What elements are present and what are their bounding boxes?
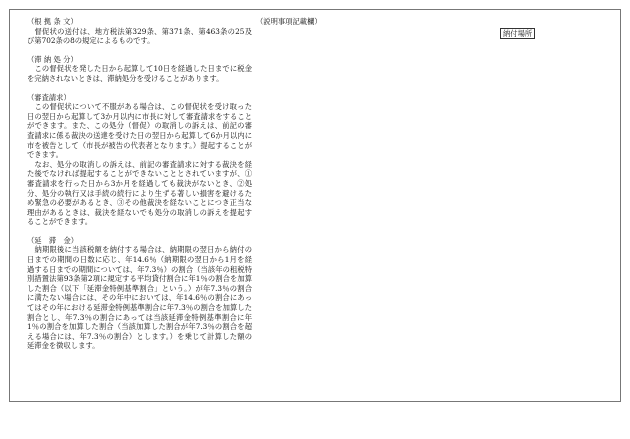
late-fee-text: 納期限後に当該税額を納付する場合は、納期限の翌日から納付の日までの期間の日数に応じ、年14.6％（納期限の翌日から1月を経過する日までの期間については、年7.3％）の割合（当該年の租税特別措置法第93条第2項に規定する平均貸付割合に年1％の割合を加算した割合（以下「延滞金特例基準割合」という。）が年7.3％の割合に満たない場合には、その年中においては、年14.6％の割合にあってはその年における延滞金特例基準割合に年7.3％の割合を加算した割合とし、年7.3％の割合にあっては当該延滞金特例基準割合に年1％の割合を加算した割合（当該加算した割合が年7.3％の割合を超える場合には、年7.3％の割合）とします。）を乗じて計算した額の延滞金を徴収します。 (27, 245, 252, 351)
explanation-column (27, 17, 252, 351)
late-fee-section (27, 236, 252, 351)
late-fee-heading: （延 滞 金） (27, 235, 79, 245)
basis-text: 督促状の送付は、地方税法第329条、第371条、第463条の25及び第702条の8の規定によるものです。 (27, 26, 252, 46)
review-section (27, 93, 252, 227)
delinquency-section (27, 55, 252, 84)
payment-place-box: 納付場所 (500, 28, 535, 39)
basis-heading: （根 拠 条 文） (27, 17, 78, 26)
review-heading: （審査請求） (27, 92, 71, 102)
delinquency-text: この督促状を発した日から起算して10日を経過した日までに税金を完納されないときは、滞納処分を受けることがあります。 (27, 64, 252, 83)
explanation-field-title: （説明事項記載欄） (256, 17, 322, 26)
review-text-2: なお、処分の取消しの訴えは、前記の審査請求に対する裁決を経た後でなければ提起することができないこととされていますが、①審査請求を行った日から3か月を経過しても裁決がないとき、②処分、処分の執行又は手続の続行により生ずる著しい損害を避けるため緊急の必要があるとき、③その他裁決を経ないことにつき正当な理由があるときは、裁決を経ないでも処分の取消しの訴えを提起することができます。 (27, 159, 252, 227)
basis-section (27, 17, 252, 46)
review-text-1: この督促状について不服がある場合は、この督促状を受け取った日の翌日から起算して3か月以内に市長に対して審査請求をすることができます。また、この処分（督促）の取消しの訴えは、前記の審査請求に係る裁決の送達を受けた日の翌日から起算して6か月以内に市を被告として（市長が被告の代表者となります。）提起することができます。 (27, 102, 252, 160)
delinquency-heading: （滞 納 処 分） (27, 54, 78, 64)
